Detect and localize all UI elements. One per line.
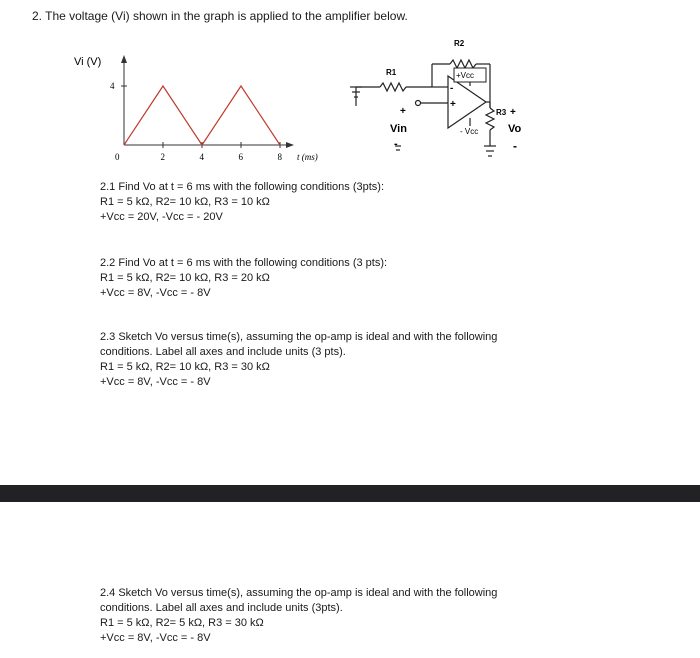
graph-x-tick: 6 xyxy=(238,152,243,162)
vo-plus: + xyxy=(510,107,516,118)
r1-resistor xyxy=(380,83,406,91)
question-2-1 xyxy=(100,180,384,225)
question-title: 2.3 Sketch Vo versus time(s), assuming the op-amp is ideal and with the following xyxy=(100,331,498,343)
opamp-plus: + xyxy=(450,99,456,110)
question-title: 2.1 Find Vo at t = 6 ms with the following conditions (3pts): xyxy=(100,181,385,193)
graph-x-arrow xyxy=(286,142,294,148)
question-line: R1 = 5 kΩ, R2= 10 kΩ, R3 = 20 kΩ xyxy=(100,272,270,284)
question-line: +Vcc = 8V, -Vcc = - 8V xyxy=(100,287,211,299)
graph-x-tick: 0 xyxy=(115,152,120,162)
question-2-3 xyxy=(100,330,497,390)
question-line: R1 = 5 kΩ, R2= 5 kΩ, R3 = 30 kΩ xyxy=(100,617,264,629)
r2-label: R2 xyxy=(454,39,465,48)
r1-label: R1 xyxy=(386,68,397,77)
question-line: R1 = 5 kΩ, R2= 10 kΩ, R3 = 10 kΩ xyxy=(100,196,270,208)
question-line: +Vcc = 20V, -Vcc = - 20V xyxy=(100,211,223,223)
graph-y-arrow xyxy=(121,55,127,63)
vo-minus: - xyxy=(513,139,517,153)
vin-plus: + xyxy=(400,106,406,117)
page-separator xyxy=(0,485,700,502)
vi-waveform xyxy=(124,86,280,145)
vin-label: Vin xyxy=(390,123,407,135)
vi-graph xyxy=(60,45,340,175)
question-2-2 xyxy=(100,256,387,301)
amplifier-circuit xyxy=(340,28,540,170)
question-line: conditions. Label all axes and include units (3pts). xyxy=(100,602,343,614)
question-title: 2.4 Sketch Vo versus time(s), assuming the op-amp is ideal and with the following xyxy=(100,587,498,599)
question-line: R1 = 5 kΩ, R2= 10 kΩ, R3 = 30 kΩ xyxy=(100,361,270,373)
graph-x-label: t (ms) xyxy=(297,152,318,162)
vo-label: Vo xyxy=(508,123,522,135)
vcc-pos-label: +Vcc xyxy=(456,71,475,80)
vcc-neg-label: - Vcc xyxy=(460,127,479,136)
question-line: +Vcc = 8V, -Vcc = - 8V xyxy=(100,632,211,644)
r3-label: R3 xyxy=(496,108,507,117)
graph-x-tick: 2 xyxy=(160,152,165,162)
opamp-minus: - xyxy=(450,83,454,94)
vin-terminal xyxy=(416,101,421,106)
question-2-4 xyxy=(100,586,497,646)
graph-y-label: Vi (V) xyxy=(74,56,102,68)
question-line: +Vcc = 8V, -Vcc = - 8V xyxy=(100,376,211,388)
graph-x-tick: 8 xyxy=(277,152,282,162)
r3-resistor xyxy=(486,108,494,130)
question-title: 2.2 Find Vo at t = 6 ms with the following conditions (3 pts): xyxy=(100,257,388,269)
vin-minus: - xyxy=(394,138,398,150)
r2-resistor xyxy=(450,60,476,68)
problem-title: 2. The voltage (Vi) shown in the graph is applied to the amplifier below. xyxy=(32,9,408,23)
graph-y-tick: 4 xyxy=(110,81,115,91)
graph-x-tick: 4 xyxy=(199,152,204,162)
question-line: conditions. Label all axes and include units (3 pts). xyxy=(100,346,346,358)
